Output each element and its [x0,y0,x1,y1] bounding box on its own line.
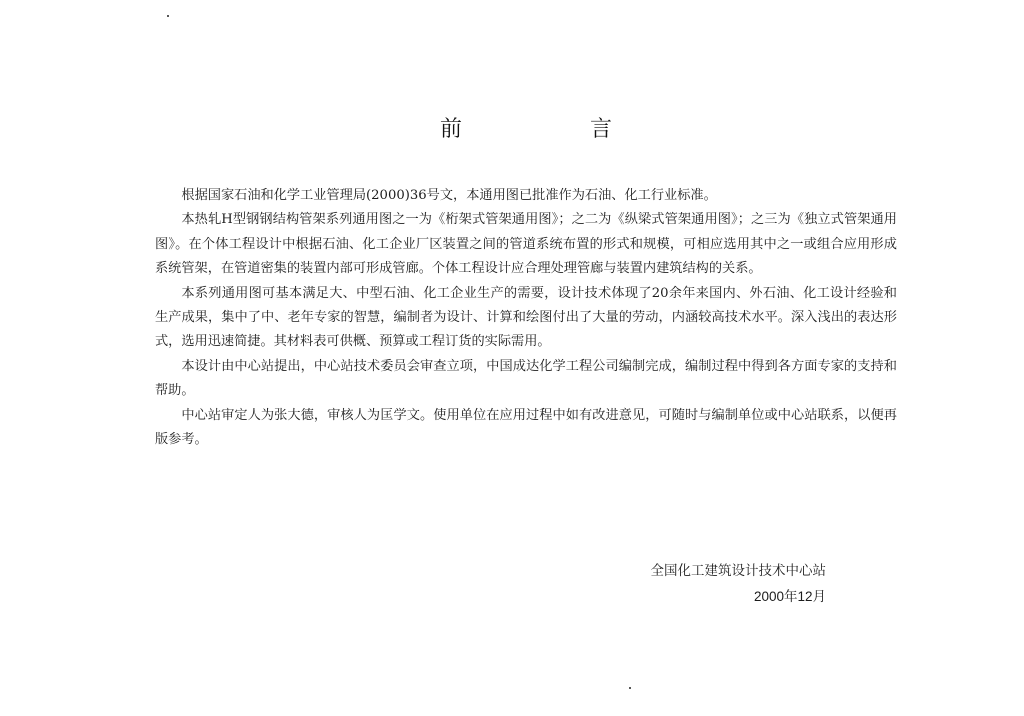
title-char-qian: 前 [440,117,463,142]
signature-date: 2000年12月 [753,589,826,604]
signature-organization: 全国化工建筑设计技术中心站 [650,563,826,579]
page-title [436,112,616,142]
paragraph-3: 本系列通用图可基本满足大、中型石油、化工企业生产的需要，设计技术体现了20余年来国内、外石油、化工设计经验和生产成果，集中了中、老年专家的智慧，编制者为设计、计算和绘图付出了大量的劳动，内涵较高技术水平。深入浅出的表达形式，选用迅速简捷。其材料表可供概、预算或工程订货的实际需用。 [155,285,897,350]
preface-body [155,184,897,452]
signature-block [600,558,826,610]
title-char-yan: 言 [590,117,613,142]
paragraph-2: 本热轧H型钢钢结构管架系列通用图之一为《桁架式管架通用图》；之二为《纵梁式管架通用图》；之三为《独立式管架通用图》。在个体工程设计中根据石油、化工企业厂区装置之间的管道系统布置的形式和规模，可相应选用其中之一或组合应用形成系统管架，在管道密集的装置内部可形成管廊。个体工程设计应合理处理管廊与装置内建筑结构的关系。 [155,212,897,277]
scan-speck [629,687,631,689]
scan-speck [167,15,169,17]
paragraph-1: 根据国家石油和化学工业管理局(2000)36号文，本通用图已批准作为石油、化工行业标准。 [181,188,717,203]
paragraph-4: 本设计由中心站提出，中心站技术委员会审查立项，中国成达化学工程公司编制完成，编制过程中得到各方面专家的支持和帮助。 [155,358,897,399]
paragraph-5: 中心站审定人为张大德，审核人为匡学文。使用单位在应用过程中如有改进意见，可随时与编制单位或中心站联系，以便再版参考。 [155,407,897,448]
